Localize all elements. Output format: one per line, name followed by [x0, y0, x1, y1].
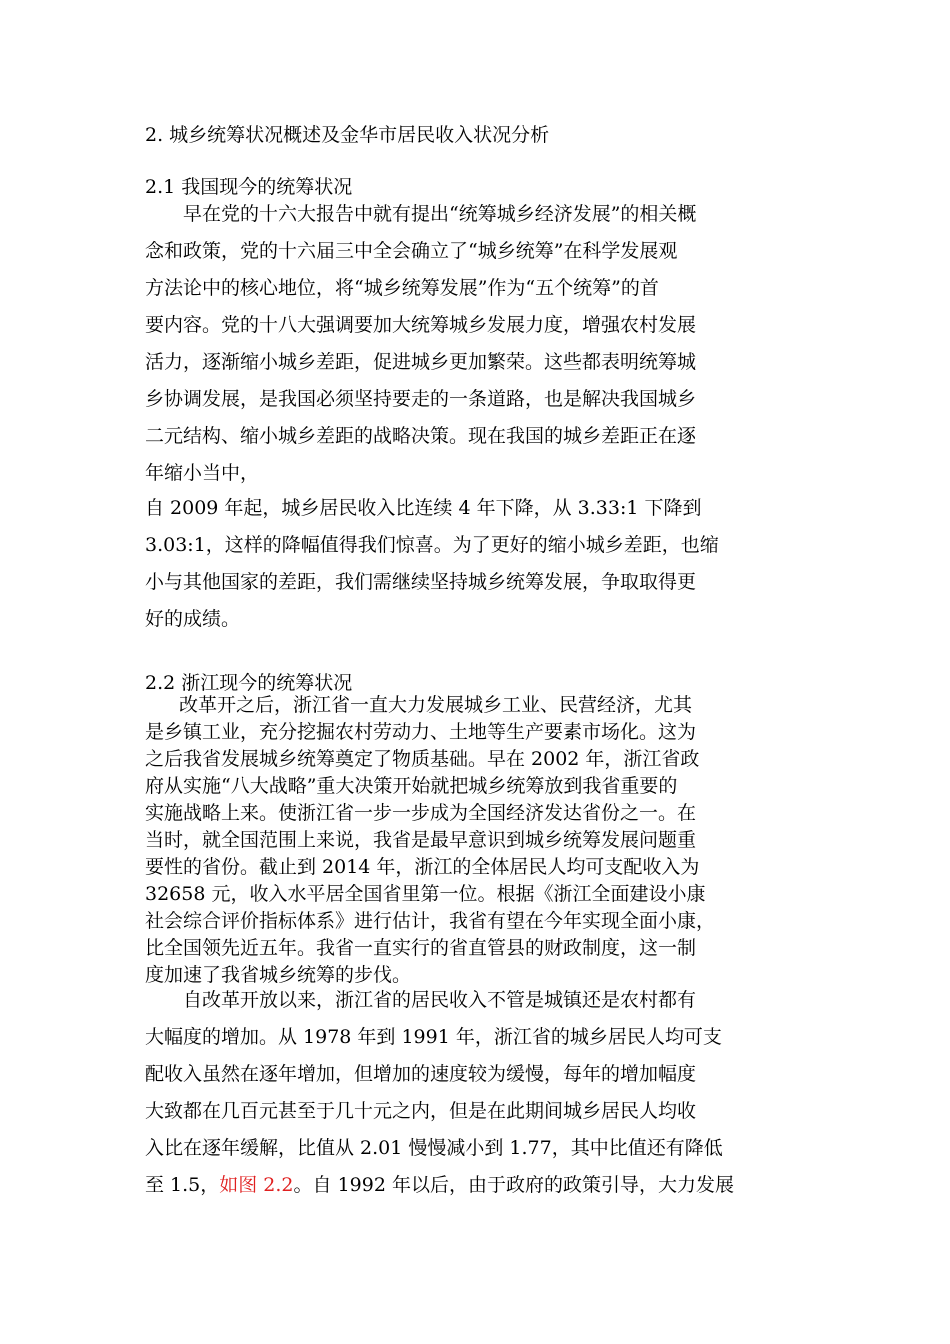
text-line: 乡协调发展，是我国必须坚持要走的一条道路，也是解决我国城乡: [145, 388, 697, 410]
text-line: 比全国领先近五年。我省一直实行的省直管县的财政制度，这一制: [145, 937, 697, 959]
text-line: 要内容。党的十八大强调要加大统筹城乡发展力度，增强农村发展: [145, 314, 697, 336]
text-line: 要性的省份。截止到 2014 年，浙江的全体居民人均可支配收入为: [145, 856, 700, 878]
paragraph-2-2-b: [145, 982, 817, 1204]
text-run: 至 1.5，: [145, 1174, 220, 1196]
text-line: 好的成绩。: [145, 608, 241, 630]
text-line: 早在党的十六大报告中就有提出“统筹城乡经济发展”的相关概: [183, 203, 697, 225]
text-line: 年缩小当中，: [145, 462, 260, 484]
text-line: 当时，就全国范围上来说，我省是最早意识到城乡统筹发展问题重: [145, 829, 697, 851]
text-line: 度加速了我省城乡统筹的步伐。: [145, 964, 412, 986]
figure-reference-link[interactable]: 如图 2.2: [219, 1174, 294, 1196]
subsection-title-2-1: 2.1 我国现今的统筹状况: [145, 176, 353, 198]
text-line: 念和政策，党的十六届三中全会确立了“城乡统筹”在科学发展观: [145, 240, 678, 262]
text-line: 社会综合评价指标体系》进行估计，我省有望在今年实现全面小康，: [145, 910, 716, 932]
text-line: 改革开之后，浙江省一直大力发展城乡工业、民营经济，尤其: [179, 694, 693, 716]
text-line: 32658 元，收入水平居全国省里第一位。根据《浙江全面建设小康: [145, 883, 706, 905]
text-line: 府从实施“八大战略”重大决策开始就把城乡统筹放到我省重要的: [145, 775, 678, 797]
text-line: 大幅度的增加。从 1978 年到 1991 年，浙江省的城乡居民人均可支: [145, 1026, 722, 1048]
text-line: 活力，逐渐缩小城乡差距，促进城乡更加繁荣。这些都表明统筹城: [145, 351, 697, 373]
paragraph-2-2-a: [145, 692, 817, 989]
text-line-with-reference: [145, 1167, 817, 1204]
text-line: 3.03:1，这样的降幅值得我们惊喜。为了更好的缩小城乡差距，也缩: [145, 534, 719, 556]
text-line: 入比在逐年缓解，比值从 2.01 慢慢减小到 1.77，其中比值还有降低: [145, 1137, 723, 1159]
text-line: 实施战略上来。使浙江省一步一步成为全国经济发达省份之一。在: [145, 802, 697, 824]
text-line: 大致都在几百元甚至于几十元之内，但是在此期间城乡居民人均收: [145, 1100, 697, 1122]
section-title: 2. 城乡统筹状况概述及金华市居民收入状况分析: [145, 124, 550, 146]
text-line: 小与其他国家的差距，我们需继续坚持城乡统筹发展，争取取得更: [145, 571, 697, 593]
text-line: 之后我省发展城乡统筹奠定了物质基础。早在 2002 年，浙江省政: [145, 748, 700, 770]
text-line: 自改革开放以来，浙江省的居民收入不管是城镇还是农村都有: [183, 989, 697, 1011]
text-line: 是乡镇工业，充分挖掘农村劳动力、土地等生产要素市场化。这为: [145, 721, 697, 743]
paragraph-2-1-b: [145, 490, 817, 638]
paragraph-2-1-a: [145, 196, 817, 492]
subsection-title-2-2: 2.2 浙江现今的统筹状况: [145, 672, 353, 694]
text-line: 自 2009 年起，城乡居民收入比连续 4 年下降，从 3.33:1 下降到: [145, 497, 702, 519]
text-line: 二元结构、缩小城乡差距的战略决策。现在我国的城乡差距正在逐: [145, 425, 697, 447]
text-line: 方法论中的核心地位，将“城乡统筹发展”作为“五个统筹”的首: [145, 277, 659, 299]
text-run: 。自 1992 年以后，由于政府的政策引导，大力发展: [293, 1174, 734, 1196]
text-line: 配收入虽然在逐年增加，但增加的速度较为缓慢，每年的增加幅度: [145, 1063, 697, 1085]
